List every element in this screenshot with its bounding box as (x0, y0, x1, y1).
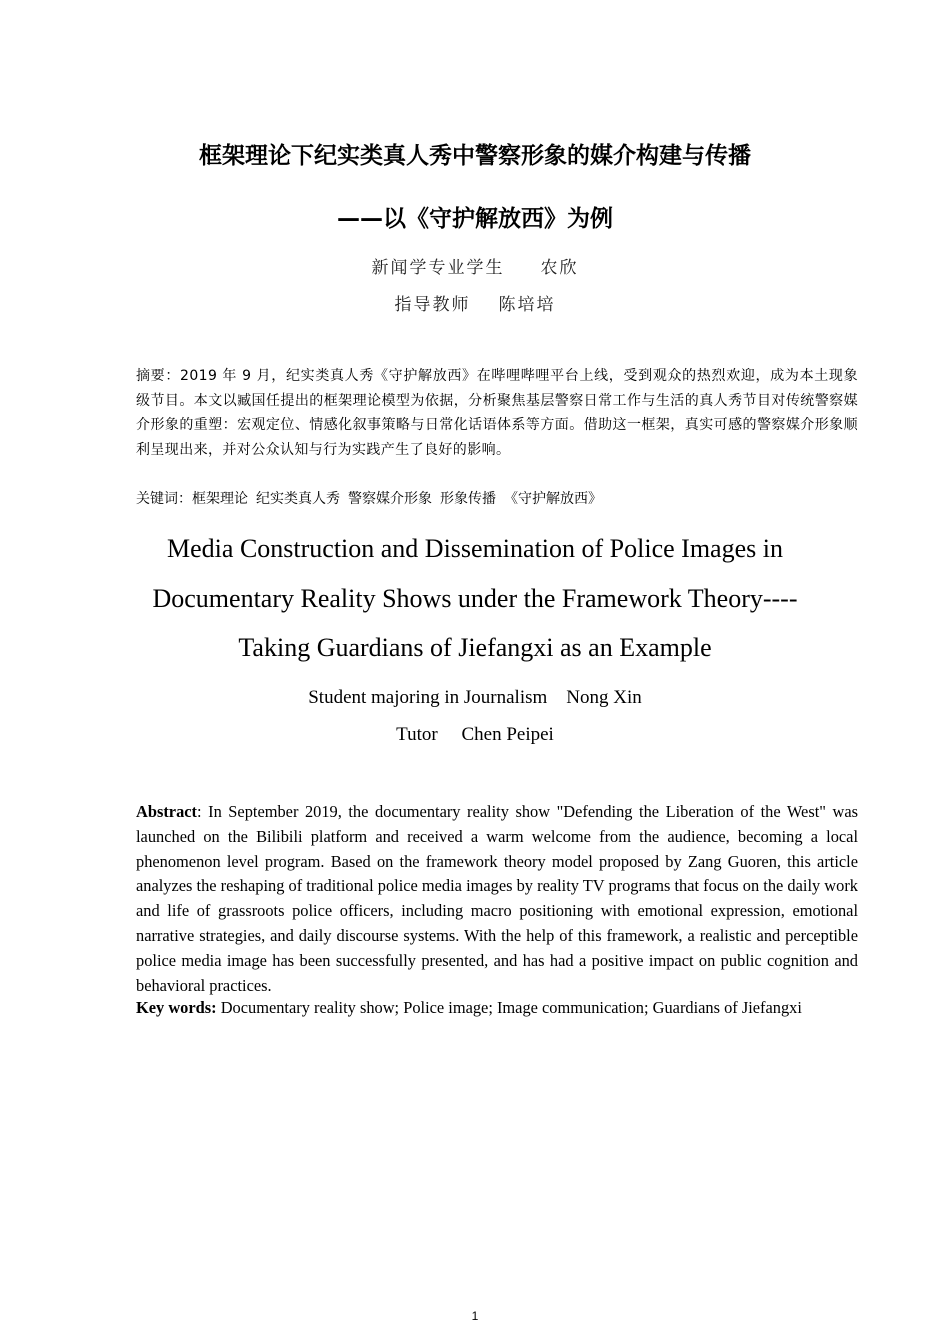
en-tutor-name: Chen Peipei (461, 724, 554, 745)
cn-abstract-label: 摘要： (136, 368, 181, 384)
en-title-line2: Documentary Reality Shows under the Framework Theory---- (152, 584, 798, 613)
cn-title-line2: ——以《守护解放西》为例 (337, 206, 613, 232)
en-tutor-line (0, 724, 950, 746)
en-abstract-text: In September 2019, the documentary reality show "Defending the Liberation of the West" was launched on the Bilibili platform and received a warm welcome from the audience, becoming a local phenomenon level program. Based on the framework theory model proposed by Zang Guoren, this article analyzes the reshaping of traditional police media images by reality TV programs that focus on the daily work and life of grassroots police officers, including macro positioning with emotional expression, emotional narrative strategies, and daily discourse systems. With the help of this framework, a realistic and perceptible police media image has been successfully presented, and has had a positive impact on public cognition and behavioral practices. (136, 802, 858, 995)
en-abstract-colon: : (197, 802, 202, 821)
cn-tutor-role: 指导教师 (394, 295, 471, 315)
cn-keywords (136, 488, 858, 508)
en-keywords-label: Key words: (136, 998, 217, 1017)
en-keywords (136, 998, 858, 1018)
cn-tutor-line (0, 290, 950, 315)
en-title-line3: Taking Guardians of Jiefangxi as an Example (238, 633, 712, 662)
cn-abstract (136, 364, 858, 462)
cn-keyword: 《守护解放西》 (504, 491, 602, 507)
en-tutor-role: Tutor (396, 724, 438, 745)
en-author-line (0, 687, 950, 709)
en-title-line1: Media Construction and Dissemination of Police Images in (167, 534, 783, 563)
cn-tutor-name: 陈培培 (498, 295, 556, 315)
page-number: 1 (471, 1309, 479, 1323)
en-author-name: Nong Xin (566, 687, 642, 708)
cn-keyword: 警察媒介形象 (348, 491, 432, 507)
cn-keyword: 框架理论 (192, 491, 248, 507)
cn-keywords-label: 关键词： (136, 491, 192, 507)
en-keywords-text: Documentary reality show; Police image; Image communication; Guardians of Jiefangxi (220, 998, 802, 1017)
cn-author-line (0, 253, 950, 278)
cn-author-name: 农欣 (540, 258, 579, 278)
cn-keyword: 纪实类真人秀 (256, 491, 340, 507)
cn-title-line1: 框架理论下纪实类真人秀中警察形象的媒介构建与传播 (199, 143, 751, 169)
en-author-role: Student majoring in Journalism (308, 687, 548, 708)
en-abstract (136, 800, 858, 998)
cn-keyword: 形象传播 (440, 491, 496, 507)
cn-author-role: 新闻学专业学生 (371, 258, 505, 278)
cn-abstract-text: 2019 年 9 月，纪实类真人秀《守护解放西》在哔哩哔哩平台上线，受到观众的热烈欢迎，成为本土现象级节目。本文以臧国任提出的框架理论模型为依据，分析聚焦基层警察日常工作与生活的真人秀节目对传统警察媒介形象的重塑：宏观定位、情感化叙事策略与日常化话语体系等方面。借助这一框架，真实可感的警察媒介形象顺利呈现出来，并对公众认知与行为实践产生了良好的影响。 (136, 368, 858, 458)
en-abstract-label: Abstract (136, 802, 197, 821)
